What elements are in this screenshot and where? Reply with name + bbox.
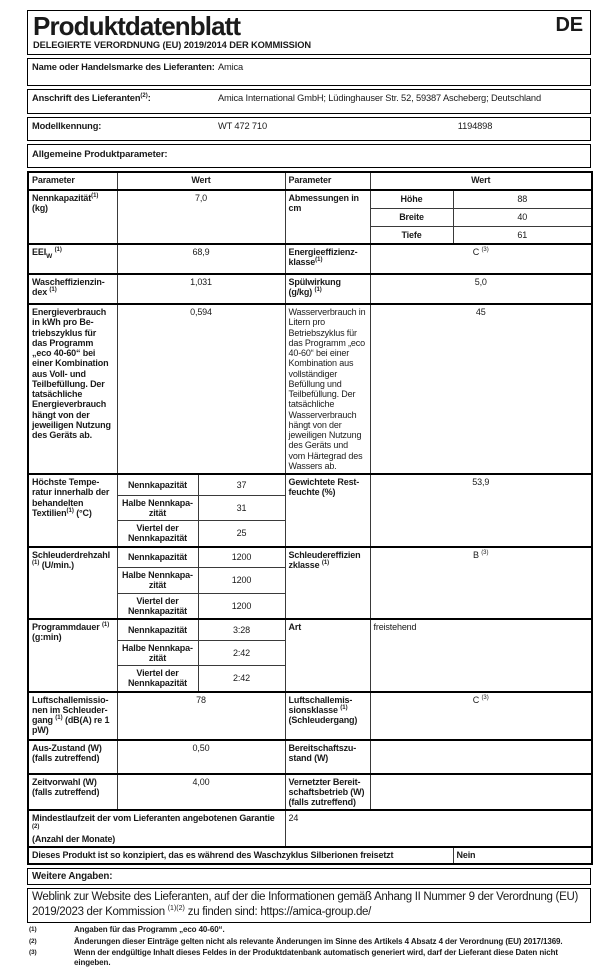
- further-information-title: Weitere Angaben:: [27, 868, 591, 885]
- row-noise: [28, 692, 592, 740]
- regulation-subtitle: DELEGIERTE VERORDNUNG (EU) 2019/2014 DER KOMMISSION: [33, 39, 311, 50]
- footnote-3: [27, 948, 591, 967]
- param-label-vernetzter-bereitschaftsbetrieb: Vernetzter Bereitschaftsbetrieb (W) (falls zutreffend): [285, 774, 370, 811]
- model-label: Modellkennung:: [32, 121, 102, 131]
- param-label-garantie: [28, 810, 285, 847]
- model-value: WT 472 710: [218, 121, 267, 131]
- weblink-text-2: zu finden sind:: [187, 905, 258, 918]
- value-schleudereffizienzklasse: [370, 547, 592, 620]
- param-label-art: Art: [285, 619, 370, 692]
- sub-label-halbe: Halbe Nennkapazität: [117, 568, 198, 594]
- general-parameters-section-title: Allgemeine Produktparameter:: [27, 144, 591, 168]
- supplier-name-row: [27, 58, 591, 86]
- footnote-text: Änderungen dieser Einträge gelten nicht als relevante Änderungen im Sinne des Artikels 4 Absatz 4 der Verordnung (EU) 2017/1369.: [74, 936, 563, 946]
- footnote-ref: (1): [55, 715, 63, 721]
- row-off-standby: [28, 740, 592, 774]
- param-label-spuelwirkung: [285, 274, 370, 304]
- sub-label-hoehe: Höhe: [370, 190, 453, 208]
- label-text: Schleudereffizienzklasse: [288, 549, 361, 570]
- footnote-ref: (3): [481, 549, 489, 556]
- param-label-wasserverbrauch: Wasserverbrauch in Litern pro Betriebszyklus für das Programm „eco 40-60“ bei einer Kombination aus vollständiger Befüllung und Teilbefüllung. Der tatsächliche Wasserverbrauch hängt von der jeweiligen Nutzung des Geräts und vom Härtegrad des Wassers ab.: [285, 304, 370, 474]
- footnote-ref: (3): [481, 694, 489, 701]
- row-spinspeed-spinclass: [28, 547, 592, 568]
- label-text: Mindestlaufzeit der vom Lieferanten angebotenen Garantie: [32, 813, 275, 824]
- footnote-ref: (1): [54, 247, 62, 253]
- col-header-value-left: Wert: [117, 172, 285, 190]
- sub-label-viertel: Viertel der Nennkapazität: [117, 521, 198, 547]
- label-unit: (kg): [32, 203, 48, 214]
- value-temp-nenn: 37: [198, 474, 285, 495]
- supplier-address-row: [27, 89, 591, 114]
- param-label-nennkapazitaet: [28, 190, 117, 244]
- sub-label-nennkapazitaet: Nennkapazität: [117, 474, 198, 495]
- footnote-text: Angaben für das Programm „eco 40-60“.: [74, 924, 225, 934]
- label-text: Höchste Temperatur innerhalb der behandelten Textilien: [32, 477, 110, 518]
- value-dauer-viertel: 2:42: [198, 666, 285, 692]
- row-eei-energyclass: [28, 244, 592, 274]
- value-breite: 40: [453, 208, 592, 226]
- label-text: Energieeffizienzklasse: [288, 247, 358, 268]
- param-label-aus-zustand: Aus-Zustand (W) (falls zutreffend): [28, 740, 117, 774]
- value-drehzahl-viertel: 1200: [198, 593, 285, 619]
- label-unit: (U/min.): [41, 559, 74, 570]
- label-colon: :: [147, 93, 151, 104]
- supplier-address-label: [32, 93, 218, 110]
- footnote-text: Wenn der endgültige Inhalt dieses Feldes in der Produktdatenbank automatisch generiert wird, darf der Lieferant diese Daten nicht eingeben.: [74, 948, 558, 967]
- footnote-ref: (1): [66, 507, 74, 514]
- row-duration-type: [28, 619, 592, 640]
- value-aus-zustand: 0,50: [117, 740, 285, 774]
- label-text: Programmdauer: [32, 622, 100, 632]
- param-label-eei: [28, 244, 117, 274]
- supplier-address-value: Amica International GmbH; Lüdinghauser Str. 52, 59387 Ascheberg; Deutschland: [218, 93, 541, 103]
- supplier-name-label: Name oder Handelsmarke des Lieferanten:: [32, 62, 215, 72]
- col-header-parameter-left: Parameter: [28, 172, 117, 190]
- footnote-marker: (1): [29, 925, 37, 933]
- footnote-ref: (1): [91, 193, 99, 199]
- footnote-ref: (1): [49, 287, 57, 294]
- row-warranty: [28, 810, 592, 847]
- label-unit: (°C): [76, 507, 92, 518]
- param-label-abmessungen: Abmessungen in cm: [285, 190, 370, 244]
- param-label-temperatur: [28, 474, 117, 547]
- class-letter: C: [472, 694, 480, 705]
- param-label-zeitvorwahl: Zeitvorwahl (W) (falls zutreffend): [28, 774, 117, 811]
- table-header-row: [28, 172, 592, 190]
- param-label-schleuderdrehzahl: [28, 547, 117, 620]
- parameter-table: [27, 171, 593, 865]
- value-drehzahl-nenn: 1200: [198, 547, 285, 568]
- model-code: 1194898: [457, 121, 493, 131]
- param-label-silberionen: Dieses Produkt ist so konzipiert, das es während des Waschzyklus Silberionen freisetzt: [28, 847, 453, 864]
- value-restfeuchte: 53,9: [370, 474, 592, 547]
- value-temp-halbe: 31: [198, 495, 285, 521]
- weblink-text: Weblink zur Website des Lieferanten, auf der die Informationen gemäß Anhang II Nummer 9 der Verordnung (EU) 2019/2023 der Kommission: [32, 891, 578, 918]
- value-zeitvorwahl: 4,00: [117, 774, 285, 811]
- footnote-ref: (1): [315, 257, 323, 264]
- footnote-ref: (1): [314, 287, 322, 294]
- value-hoehe: 88: [453, 190, 592, 208]
- value-dauer-halbe: 2:42: [198, 640, 285, 666]
- param-label-luftschallklasse: [285, 692, 370, 740]
- footnote-2: [27, 937, 591, 947]
- value-garantie: 24: [285, 810, 592, 847]
- label-subscript: W: [46, 252, 53, 260]
- label-text: Schleuderdrehzahl: [32, 549, 110, 560]
- sub-label-halbe: Halbe Nennkapazität: [117, 640, 198, 666]
- footnote-ref: (1): [340, 704, 348, 711]
- label-unit: (Schleudergang): [288, 715, 358, 725]
- footnote-ref: (3): [481, 247, 489, 253]
- language-code: DE: [555, 14, 583, 36]
- footnote-marker: (3): [29, 949, 37, 957]
- value-drehzahl-halbe: 1200: [198, 568, 285, 594]
- value-temp-viertel: 25: [198, 521, 285, 547]
- sub-label-tiefe: Tiefe: [370, 226, 453, 244]
- label-unit: (dB(A) re 1 pW): [32, 715, 110, 736]
- value-art: freistehend: [370, 619, 592, 692]
- label-unit: (g:min): [32, 632, 62, 643]
- label-unit: (Anzahl der Monate): [32, 833, 116, 844]
- value-energieverbrauch: 0,594: [117, 304, 285, 474]
- param-label-restfeuchte: Gewichtete Restfeuchte (%): [285, 474, 370, 547]
- sub-label-nennkapazitaet: Nennkapazität: [117, 619, 198, 640]
- sub-label-nennkapazitaet: Nennkapazität: [117, 547, 198, 568]
- value-vernetzter-bereitschaftsbetrieb: [370, 774, 592, 811]
- value-luftschallklasse: [370, 692, 592, 740]
- footnote-marker: (2): [29, 937, 37, 945]
- param-label-programmdauer: [28, 619, 117, 692]
- row-temperature-moisture: [28, 474, 592, 495]
- footnote-ref: (1): [32, 559, 40, 566]
- footnote-ref: (1): [321, 559, 330, 566]
- supplier-weblink-row: [27, 888, 591, 923]
- value-luftschallemissionen: 78: [117, 692, 285, 740]
- sub-label-viertel: Viertel der Nennkapazität: [117, 593, 198, 619]
- supplier-weblink-url[interactable]: https://amica-group.de/: [260, 905, 372, 918]
- value-silberionen: Nein: [453, 847, 592, 864]
- row-energy-water: [28, 304, 592, 474]
- label-text: Anschrift des Lieferanten: [32, 93, 141, 104]
- label-text: Luftschallemissionsklasse: [288, 694, 353, 715]
- value-tiefe: 61: [453, 226, 592, 244]
- value-spuelwirkung: 5,0: [370, 274, 592, 304]
- label-text: Luftschallemissionen im Schleudergang: [32, 694, 109, 725]
- footnote-ref: (1): [101, 622, 110, 628]
- page-title: Produktdatenblatt: [33, 11, 241, 41]
- class-letter: C: [472, 247, 480, 257]
- param-label-wascheffizienzindex: [28, 274, 117, 304]
- param-label-bereitschaftszustand: Bereitschaftszustand (W): [285, 740, 370, 774]
- value-dauer-nenn: 3:28: [198, 619, 285, 640]
- value-nennkapazitaet: 7,0: [117, 190, 285, 244]
- value-bereitschaftszustand: [370, 740, 592, 774]
- row-delay-networked: [28, 774, 592, 811]
- footnotes: [27, 925, 591, 967]
- datasheet-header: [27, 10, 591, 55]
- sub-label-halbe: Halbe Nennkapazität: [117, 495, 198, 521]
- row-capacity-dimensions: [28, 190, 592, 208]
- footnote-1: [27, 925, 591, 935]
- param-label-energieeffizienzklasse: [285, 244, 370, 274]
- footnote-ref: (2): [176, 904, 185, 912]
- row-silver-ions: [28, 847, 592, 864]
- class-letter: B: [472, 549, 479, 560]
- model-row: [27, 117, 591, 141]
- footnote-ref: (1): [167, 904, 177, 912]
- sub-label-viertel: Viertel der Nennkapazität: [117, 666, 198, 692]
- label-text: EEI: [32, 247, 47, 257]
- value-energieeffizienzklasse: [370, 244, 592, 274]
- col-header-parameter-right: Parameter: [285, 172, 370, 190]
- label-text: Nennkapazität: [32, 193, 92, 203]
- col-header-value-right: Wert: [370, 172, 592, 190]
- param-label-luftschallemissionen: [28, 692, 117, 740]
- sub-label-breite: Breite: [370, 208, 453, 226]
- footnote-ref: (2): [32, 823, 40, 830]
- supplier-name-value: Amica: [218, 62, 244, 72]
- row-washindex-rinse: [28, 274, 592, 304]
- footnote-ref: (2): [140, 93, 148, 99]
- label-text: Wascheffizienzindex: [32, 277, 105, 298]
- value-wasserverbrauch: 45: [370, 304, 592, 474]
- param-label-schleudereffizienzklasse: [285, 547, 370, 620]
- label-text: Spülwirkung (g/kg): [288, 277, 341, 298]
- value-eei: 68,9: [117, 244, 285, 274]
- param-label-energieverbrauch: Energieverbrauch in kWh pro Betriebszyklus für das Programm „eco 40-60“ bei einer Kombination aus Voll- und Teilbefüllung. Der tatsächliche Energieverbrauch hängt von der jeweiligen Nutzung des Geräts ab.: [28, 304, 117, 474]
- value-wascheffizienzindex: 1,031: [117, 274, 285, 304]
